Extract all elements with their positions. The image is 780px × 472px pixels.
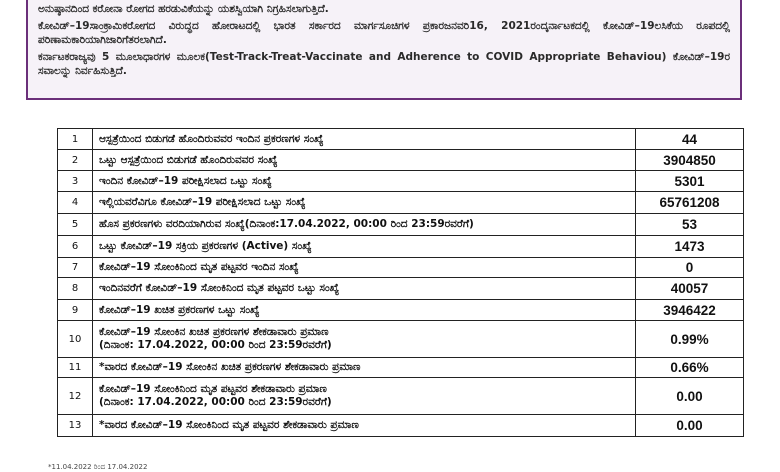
- row-description: [93, 150, 636, 171]
- row-description: [93, 214, 636, 236]
- row-description-line: ಇಂದಿನವರೆಗೆ ಕೋವಿಡ್–19 ಸೋಂಕಿನಿಂದ ಮೃತ ಪಟ್ಟವರ ಒಟ್ಟು ಸಂಖ್ಯೆ: [99, 282, 340, 294]
- row-number: 8: [58, 278, 93, 300]
- row-value: 1473: [636, 236, 744, 258]
- table-row: [58, 150, 744, 171]
- table-row: [58, 321, 744, 358]
- row-value: 3904850: [636, 150, 744, 171]
- notice-line-1: ಅನುಷ್ಠಾನದಿಂದ ಕರೋನಾ ರೋಗದ ಹರಡುವಿಕೆಯನ್ನು ಯಶಸ್ವಿಯಾಗಿ ನಿಗ್ರಹಿಸಲಾಗುತ್ತಿದೆ.: [38, 3, 329, 15]
- row-number: 10: [58, 321, 93, 358]
- table-row: [58, 192, 744, 214]
- row-value: 53: [636, 214, 744, 236]
- row-description: [93, 378, 636, 415]
- row-description: [93, 415, 636, 437]
- row-value: 0.00: [636, 415, 744, 437]
- row-description: [93, 258, 636, 278]
- row-number: 7: [58, 258, 93, 278]
- footnote: *11.04.2022 ರಿಂದ 17.04.2022: [48, 463, 148, 471]
- row-description: [93, 358, 636, 378]
- row-description: [93, 129, 636, 150]
- row-number: 3: [58, 171, 93, 192]
- row-description: [93, 278, 636, 300]
- row-number: 4: [58, 192, 93, 214]
- table-row: [58, 415, 744, 437]
- row-description: [93, 171, 636, 192]
- row-description-line: ಕೋವಿಡ್–19 ಖಚಿತ ಪ್ರಕರಣಗಳ ಒಟ್ಟು ಸಂಖ್ಯೆ: [99, 303, 260, 316]
- row-description-line: ಇಲ್ಲಿಯವರೆವಿಗೂ ಕೋವಿಡ್–19 ಪರೀಕ್ಷಿಸಲಾದ ಒಟ್ಟು ಸಂಖ್ಯೆ: [99, 196, 306, 208]
- row-description-line: *ವಾರದ ಕೋವಿಡ್–19 ಸೋಂಕಿನಿಂದ ಮೃತ ಪಟ್ಟವರ ಶೇಕಡಾವಾರು ಪ್ರಮಾಣ: [99, 419, 359, 431]
- row-description: [93, 236, 636, 258]
- row-number: 11: [58, 358, 93, 378]
- row-description-line: ಆಸ್ಪತ್ರೆಯಿಂದ ಬಿಡುಗಡೆ ಹೊಂದಿರುವವರ ಇಂದಿನ ಪ್ರಕರಣಗಳ ಸಂಖ್ಯೆ: [99, 132, 324, 145]
- row-description-line: ಒಟ್ಟು ಕೋವಿಡ್–19 ಸಕ್ರಿಯ ಪ್ರಕರಣಗಳ (Active) ಸಂಖ್ಯೆ: [99, 240, 312, 252]
- table-row: [58, 278, 744, 300]
- row-value: 65761208: [636, 192, 744, 214]
- row-description-line: ಒಟ್ಟು ಆಸ್ಪತ್ರೆಯಿಂದ ಬಿಡುಗಡೆ ಹೊಂದಿರುವವರ ಸಂಖ್ಯೆ: [99, 153, 278, 166]
- table-row: [58, 129, 744, 150]
- row-value: 40057: [636, 278, 744, 300]
- table-row: [58, 378, 744, 415]
- covid-statistics-table: [57, 128, 744, 437]
- row-number: 9: [58, 300, 93, 321]
- row-description-line: ಕೋವಿಡ್–19 ಸೋಂಕಿನಿಂದ ಮೃತ ಪಟ್ಟವರ ಇಂದಿನ ಸಂಖ್ಯೆ: [99, 261, 299, 273]
- row-description-date: (ದಿನಾಂಕ: 17.04.2022, 00:00 ರಿಂದ 23:59ರವರೆಗೆ): [99, 339, 332, 351]
- row-description-line: *ವಾರದ ಕೋವಿಡ್–19 ಸೋಂಕಿನ ಖಚಿತ ಪ್ರಕರಣಗಳ ಶೇಕಡಾವಾರು ಪ್ರಮಾಣ: [99, 361, 361, 373]
- row-description-line: ಇಂದಿನ ಕೋವಿಡ್–19 ಪರೀಕ್ಷಿಸಲಾದ ಒಟ್ಟು ಸಂಖ್ಯೆ: [99, 174, 272, 187]
- table-row: [58, 300, 744, 321]
- table-row: [58, 358, 744, 378]
- row-description-line: ಕೋವಿಡ್–19 ಸೋಂಕಿನಿಂದ ಮೃತ ಪಟ್ಟವರ ಶೇಕಡಾವಾರು ಪ್ರಮಾಣ: [99, 383, 327, 395]
- notice-line-3: ಕರ್ನಾಟಕರಾಜ್ಯವು 5 ಮೂಲಾಧಾರಗಳ ಮೂಲಕ(Test-Track-Treat-Vaccinate and Adherence to COVID Appropriate Behaviou) ಕೋವಿಡ್–19ರ ಸವಾಲನ್ನು ನಿರ್ವಹಿಸುತ್ತಿದೆ.: [38, 51, 730, 77]
- table-row: [58, 258, 744, 278]
- row-number: 2: [58, 150, 93, 171]
- row-description-date: (ದಿನಾಂಕ: 17.04.2022, 00:00 ರಿಂದ 23:59ರವರೆಗೆ): [99, 396, 332, 408]
- notice-line-2: ಕೋವಿಡ್–19ಸಾಂಕ್ರಾಮಿಕರೋಗದ ವಿರುದ್ಧದ ಹೋರಾಟದಲ್ಲಿ ಭಾರತ ಸರ್ಕಾರದ ಮಾರ್ಗಸೂಚಿಗಳ ಪ್ರಕಾರಜನವರಿ16, 2021ರಂದ್ಕರ್ನಾಟಕದಲ್ಲಿ ಕೋವಿಡ್–19ಲಸಿಕೆಯ ರೂಪದಲ್ಲಿ ಪರಿಣಾಮಕಾರಿಯಾಗಿಜಾರಿಗೆತರಲಾಗಿದೆ.: [38, 20, 730, 46]
- table-row: [58, 214, 744, 236]
- table-row: [58, 171, 744, 192]
- row-value: 0: [636, 258, 744, 278]
- row-value: 5301: [636, 171, 744, 192]
- row-description-line: ಹೊಸ ಪ್ರಕರಣಗಳು ವರದಿಯಾಗಿರುವ ಸಂಖ್ಯೆ(ದಿನಾಂಕ:17.04.2022, 00:00 ರಿಂದ 23:59ರವರೆಗೆ): [99, 218, 474, 230]
- row-description: [93, 321, 636, 358]
- row-value: 3946422: [636, 300, 744, 321]
- notice-box: [26, 0, 742, 100]
- row-description: [93, 300, 636, 321]
- row-number: 12: [58, 378, 93, 415]
- row-description-line: ಕೋವಿಡ್–19 ಸೋಂಕಿನ ಖಚಿತ ಪ್ರಕರಣಗಳ ಶೇಕಡಾವಾರು ಪ್ರಮಾಣ: [99, 326, 329, 338]
- row-number: 6: [58, 236, 93, 258]
- row-number: 1: [58, 129, 93, 150]
- row-value: 0.66%: [636, 358, 744, 378]
- row-value: 0.00: [636, 378, 744, 415]
- row-number: 13: [58, 415, 93, 437]
- row-value: 44: [636, 129, 744, 150]
- table-row: [58, 236, 744, 258]
- row-description: [93, 192, 636, 214]
- row-value: 0.99%: [636, 321, 744, 358]
- row-number: 5: [58, 214, 93, 236]
